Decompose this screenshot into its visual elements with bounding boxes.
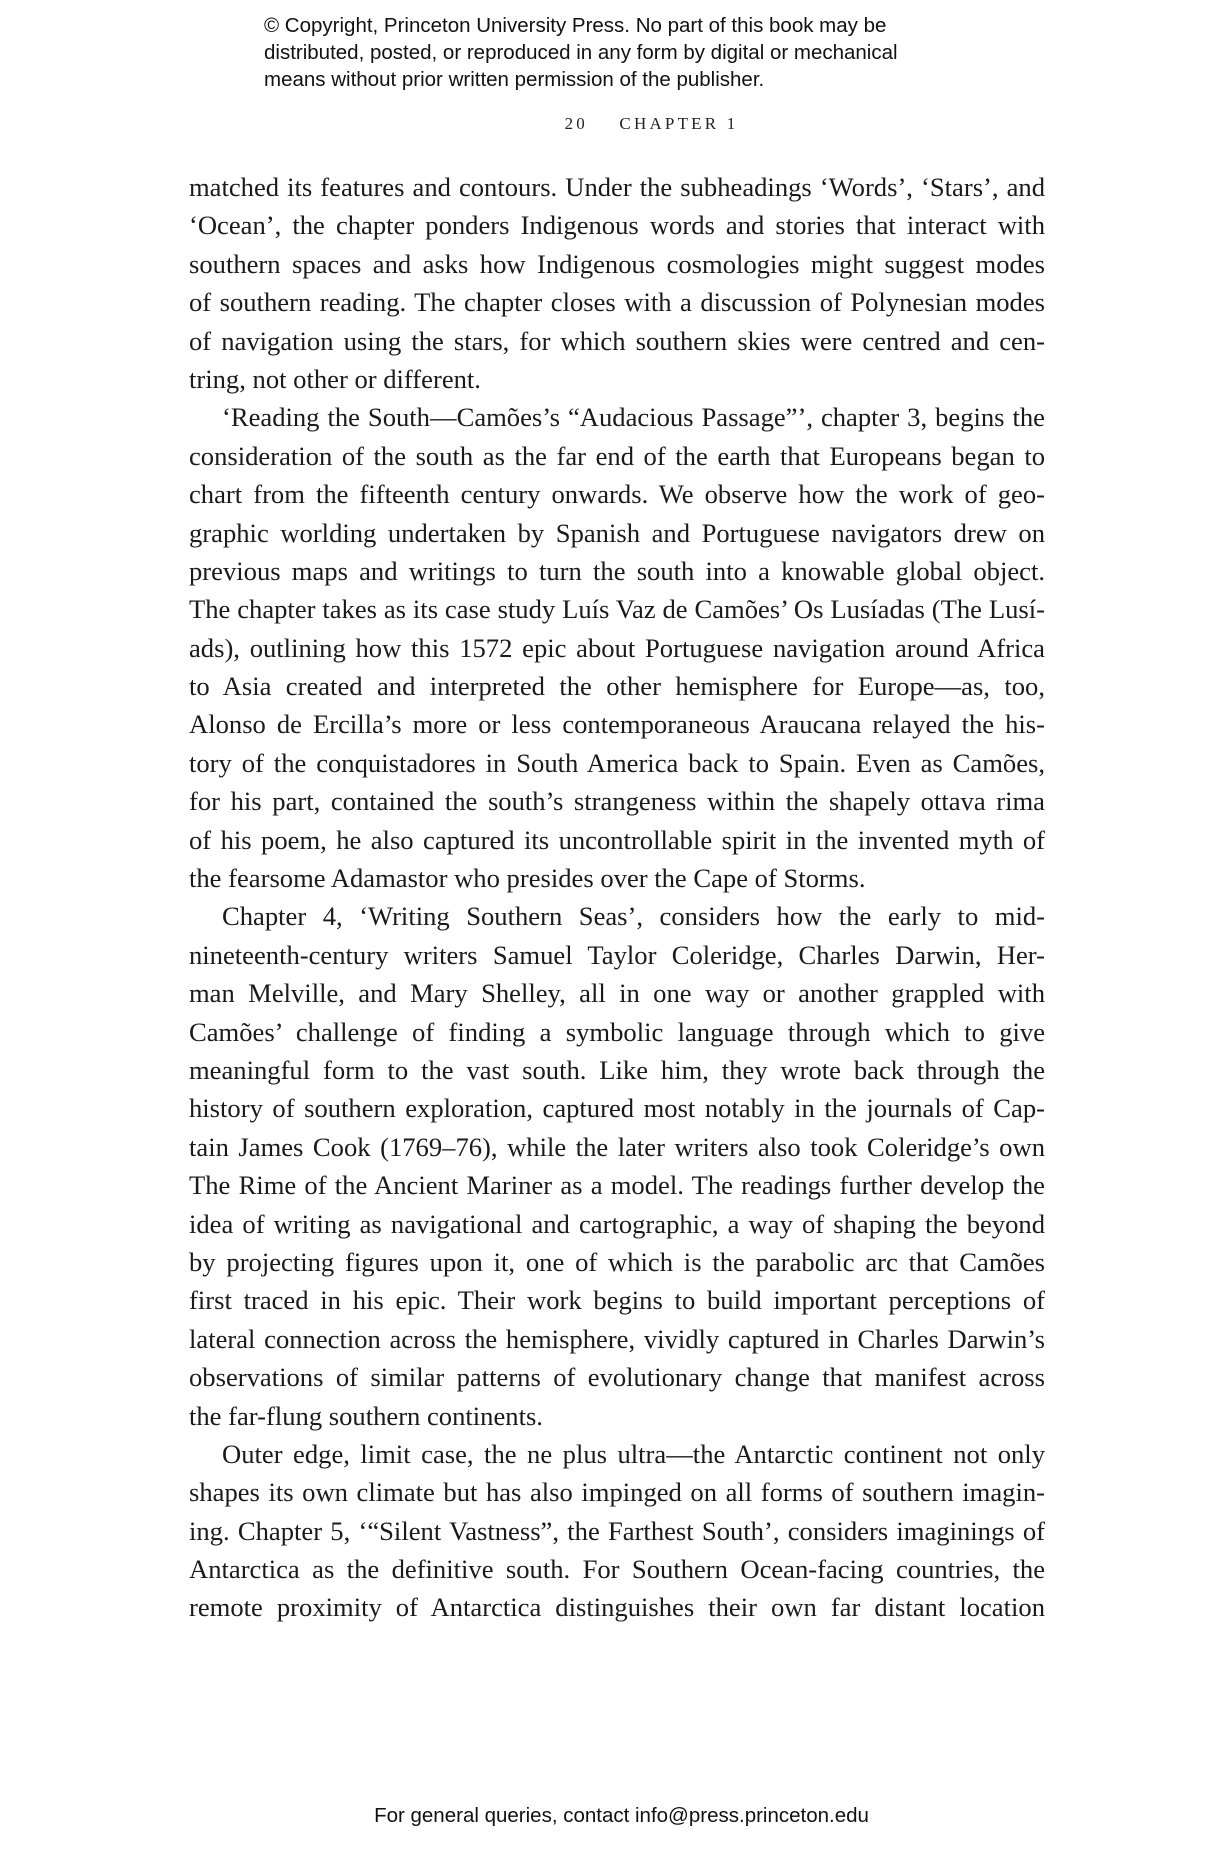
text-line: man Melville, and Mary Shelley, all in one way or another grappled with — [189, 978, 1045, 1009]
text-line: Camões’ challenge of finding a symbolic language through which to give — [189, 1016, 1045, 1047]
text-line: previous maps and writings to turn the south into a knowable global object. — [189, 555, 1045, 586]
copyright-line: © Copyright, Princeton University Press. No part of this book may be — [264, 14, 887, 37]
body-text — [189, 168, 1045, 1627]
text-line: the far-flung southern continents. — [189, 1400, 543, 1431]
text-line: the fearsome Adamastor who presides over the Cape of Storms. — [189, 863, 866, 894]
text-line: Antarctica as the definitive south. For Southern Ocean-facing countries, the — [189, 1554, 1045, 1585]
text-line: The chapter takes as its case study Luís Vaz de Camões’ Os Lusíadas (The Lusí- — [189, 594, 1045, 625]
copyright-line: means without prior written permission of the publisher. — [264, 68, 765, 91]
text-line: Outer edge, limit case, the ne plus ultra—the Antarctic continent not only — [222, 1438, 1045, 1469]
text-line: ‘Reading the South—Camões’s “Audacious Passage”’, chapter 3, begins the — [222, 402, 1045, 433]
footer-contact: For general queries, contact info@press.princeton.edu — [374, 1804, 869, 1827]
text-line: ing. Chapter 5, ‘“Silent Vastness”, the Farthest South’, considers imaginings of — [189, 1515, 1045, 1546]
text-line: of his poem, he also captured its uncontrollable spirit in the invented myth of — [189, 824, 1045, 855]
text-line: idea of writing as navigational and cartographic, a way of shaping the beyond — [189, 1208, 1045, 1239]
running-head — [0, 114, 1225, 134]
text-line: first traced in his epic. Their work begins to build important perceptions of — [189, 1285, 1045, 1316]
text-line: lateral connection across the hemisphere, vividly captured in Charles Darwin’s — [189, 1323, 1045, 1354]
text-line: ‘Ocean’, the chapter ponders Indigenous words and stories that interact with — [189, 210, 1045, 241]
text-line: nineteenth-century writers Samuel Taylor Coleridge, Charles Darwin, Her- — [189, 939, 1045, 970]
text-line: tain James Cook (1769–76), while the later writers also took Coleridge’s own — [189, 1131, 1045, 1162]
text-line: observations of similar patterns of evolutionary change that manifest across — [189, 1362, 1045, 1393]
text-line: Chapter 4, ‘Writing Southern Seas’, considers how the early to mid- — [222, 901, 1045, 932]
text-line: Alonso de Ercilla’s more or less contemporaneous Araucana relayed the his- — [189, 709, 1045, 740]
text-line: to Asia created and interpreted the other hemisphere for Europe—as, too, — [189, 671, 1045, 702]
text-line: matched its features and contours. Under the subheadings ‘Words’, ‘Stars’, and — [189, 172, 1045, 202]
text-line: by projecting figures upon it, one of which is the parabolic arc that Camões — [189, 1246, 1045, 1277]
chapter-label: CHAPTER 1 — [619, 114, 739, 133]
copyright-line: distributed, posted, or reproduced in any form by digital or mechanical — [264, 41, 898, 64]
text-line: for his part, contained the south’s strangeness within the shapely ottava rima — [189, 786, 1045, 817]
text-line: southern spaces and asks how Indigenous cosmologies might suggest modes — [189, 248, 1045, 279]
text-line: ads), outlining how this 1572 epic about Portuguese navigation around Africa — [189, 632, 1045, 663]
text-line: remote proximity of Antarctica distinguishes their own far distant location — [189, 1592, 1045, 1623]
text-line: meaningful form to the vast south. Like him, they wrote back through the — [189, 1054, 1045, 1085]
text-line: history of southern exploration, captured most notably in the journals of Cap- — [189, 1093, 1045, 1124]
text-line: The Rime of the Ancient Mariner as a model. The readings further develop the — [189, 1170, 1045, 1201]
text-line: consideration of the south as the far end of the earth that Europeans began to — [189, 440, 1045, 471]
text-line: chart from the fifteenth century onwards. We observe how the work of geo- — [189, 479, 1045, 510]
text-line: of navigation using the stars, for which southern skies were centred and cen- — [189, 325, 1045, 356]
page-number: 20 — [564, 114, 588, 133]
text-line: of southern reading. The chapter closes with a discussion of Polynesian modes — [189, 287, 1045, 318]
text-line: graphic worlding undertaken by Spanish and Portuguese navigators drew on — [189, 517, 1045, 548]
text-line: tory of the conquistadores in South America back to Spain. Even as Camões, — [189, 747, 1045, 778]
text-line: shapes its own climate but has also impinged on all forms of southern imagin- — [189, 1477, 1045, 1508]
copyright-notice — [264, 12, 1024, 93]
text-line: tring, not other or different. — [189, 363, 481, 394]
